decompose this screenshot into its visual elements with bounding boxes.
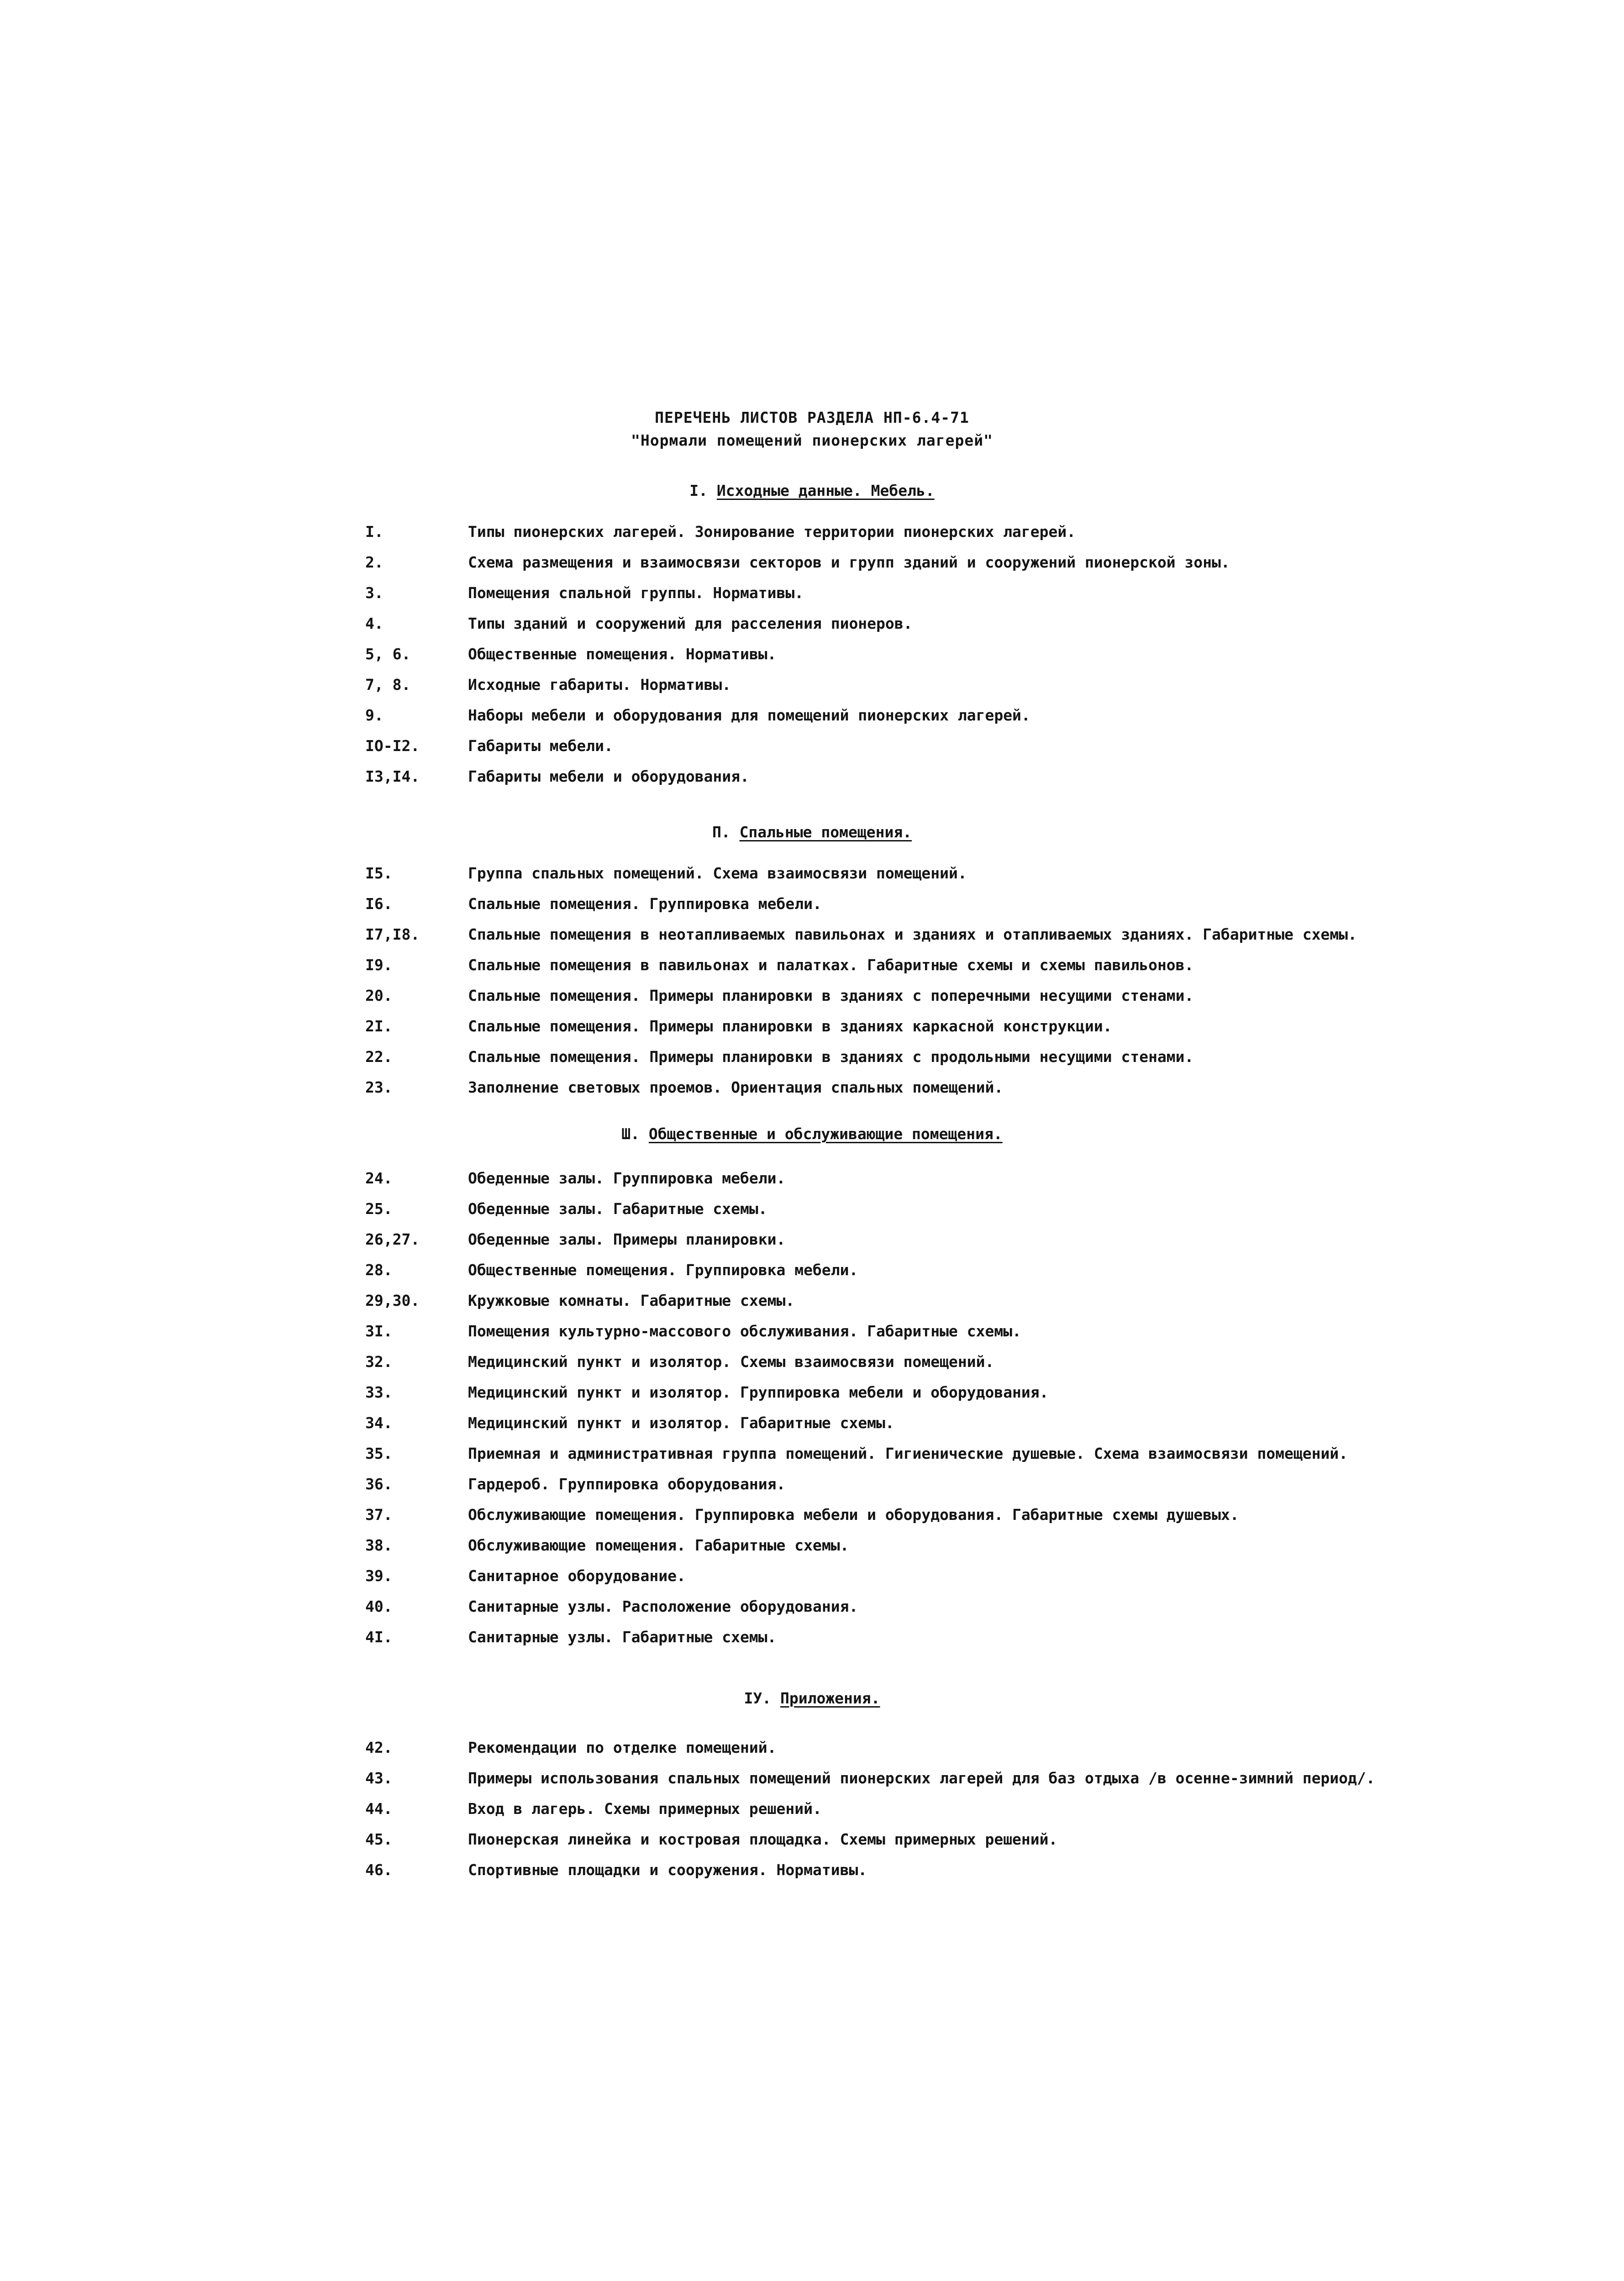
sheet-title: Обслуживающие помещения. Группировка мебели и оборудования. Габаритные схемы душевых.: [468, 1506, 1239, 1524]
list-item: [0, 1383, 1624, 1406]
sheet-number: 36.: [365, 1475, 393, 1493]
section-title: Общественные и обслуживающие помещения.: [648, 1125, 1003, 1143]
sheet-title: Санитарные узлы. Расположение оборудования.: [468, 1598, 858, 1615]
list-item: [0, 767, 1624, 790]
list-item: [0, 1598, 1624, 1620]
list-item: [0, 1292, 1624, 1314]
sheet-title: Обеденные залы. Примеры планировки.: [468, 1230, 786, 1248]
sheet-title: Медицинский пункт и изолятор. Габаритные схемы.: [468, 1414, 894, 1432]
sheet-number: 43.: [365, 1769, 393, 1787]
list-item: [0, 1048, 1624, 1071]
section-numeral: П.: [712, 823, 731, 841]
section-numeral: IУ.: [744, 1689, 772, 1707]
list-item: [0, 676, 1624, 699]
list-item: [0, 1414, 1624, 1437]
section-heading-1: [0, 482, 1624, 499]
sheet-number: 34.: [365, 1414, 393, 1432]
list-item: [0, 1445, 1624, 1467]
list-item: [0, 1322, 1624, 1345]
sheet-number: 23.: [365, 1078, 393, 1096]
sheet-title: Заполнение световых проемов. Ориентация спальных помещений.: [468, 1078, 1004, 1096]
sheet-title: Группа спальных помещений. Схема взаимосвязи помещений.: [468, 864, 967, 882]
sheet-number: 42.: [365, 1739, 393, 1756]
sheet-title: Рекомендации по отделке помещений.: [468, 1739, 777, 1756]
list-item: [0, 864, 1624, 887]
list-item: [0, 1475, 1624, 1498]
section-title: Исходные данные. Мебель.: [716, 482, 935, 499]
sheet-title: Типы пионерских лагерей. Зонирование территории пионерских лагерей.: [468, 523, 1076, 541]
sheet-title: Спортивные площадки и сооружения. Нормативы.: [468, 1861, 867, 1879]
sheet-title: Обеденные залы. Габаритные схемы.: [468, 1200, 767, 1218]
list-item: [0, 1739, 1624, 1761]
list-item: [0, 1628, 1624, 1651]
section-heading-3: [0, 1125, 1624, 1143]
list-item: [0, 1800, 1624, 1823]
list-item: [0, 1567, 1624, 1590]
sheet-title: Общественные помещения. Группировка мебели.: [468, 1261, 858, 1279]
sheet-title: Спальные помещения. Примеры планировки в зданиях с продольными несущими стенами.: [468, 1048, 1194, 1066]
sheet-title: Спальные помещения. Примеры планировки в зданиях с поперечными несущими стенами.: [468, 987, 1194, 1004]
sheet-number: 20.: [365, 987, 393, 1004]
list-item: [0, 584, 1624, 607]
sheet-number: I3,I4.: [365, 767, 420, 785]
sheet-number: I7,I8.: [365, 925, 420, 943]
sheet-number: I5.: [365, 864, 393, 882]
sheet-number: 38.: [365, 1536, 393, 1554]
sheet-number: 37.: [365, 1506, 393, 1524]
sheet-title: Общественные помещения. Нормативы.: [468, 645, 777, 663]
list-item: [0, 1200, 1624, 1223]
sheet-number: 3I.: [365, 1322, 393, 1340]
sheet-number: 4I.: [365, 1628, 393, 1646]
list-item: [0, 1230, 1624, 1253]
list-item: [0, 956, 1624, 979]
section-numeral: I.: [689, 482, 708, 499]
sheet-title: Пионерская линейка и костровая площадка. Схемы примерных решений.: [468, 1830, 1058, 1848]
section-title: Спальные помещения.: [739, 823, 912, 841]
section-title: Приложения.: [780, 1689, 880, 1707]
sheet-number: 22.: [365, 1048, 393, 1066]
sheet-number: 2I.: [365, 1017, 393, 1035]
sheet-number: I9.: [365, 956, 393, 974]
sheet-title: Гардероб. Группировка оборудования.: [468, 1475, 786, 1493]
sheet-title: Помещения спальной группы. Нормативы.: [468, 584, 804, 602]
sheet-title: Помещения культурно-массового обслуживания. Габаритные схемы.: [468, 1322, 1021, 1340]
sheet-number: 33.: [365, 1383, 393, 1401]
sheet-number: 32.: [365, 1353, 393, 1371]
sheet-number: 46.: [365, 1861, 393, 1879]
sheet-number: 9.: [365, 706, 384, 724]
sheet-title: Кружковые комнаты. Габаритные схемы.: [468, 1292, 795, 1309]
sheet-title: Типы зданий и сооружений для расселения пионеров.: [468, 615, 913, 632]
sheet-number: I.: [365, 523, 384, 541]
sheet-number: 7, 8.: [365, 676, 411, 694]
sheet-number: 40.: [365, 1598, 393, 1615]
sheet-title: Спальные помещения в неотапливаемых павильонах и зданиях и отапливаемых зданиях. Габаритные схемы.: [468, 925, 1357, 943]
sheet-title: Обслуживающие помещения. Габаритные схемы.: [468, 1536, 849, 1554]
sheet-number: 2.: [365, 553, 384, 571]
list-item: [0, 895, 1624, 918]
sheet-number: 28.: [365, 1261, 393, 1279]
document-subtitle: "Нормали помещений пионерских лагерей": [631, 431, 993, 449]
list-item: [0, 553, 1624, 576]
list-item: [0, 1769, 1624, 1792]
sheet-title: Санитарные узлы. Габаритные схемы.: [468, 1628, 777, 1646]
list-item: [0, 925, 1624, 948]
list-item: [0, 1017, 1624, 1040]
sheet-title: Медицинский пункт и изолятор. Схемы взаимосвязи помещений.: [468, 1353, 994, 1371]
sheet-number: 39.: [365, 1567, 393, 1585]
sheet-title: Санитарное оборудование.: [468, 1567, 686, 1585]
list-item: [0, 1261, 1624, 1284]
sheet-title: Обеденные залы. Группировка мебели.: [468, 1169, 786, 1187]
sheet-number: 5, 6.: [365, 645, 411, 663]
list-item: [0, 1169, 1624, 1192]
sheet-title: Медицинский пункт и изолятор. Группировка мебели и оборудования.: [468, 1383, 1049, 1401]
list-item: [0, 737, 1624, 760]
section-heading-4: [0, 1689, 1624, 1707]
sheet-number: 26,27.: [365, 1230, 420, 1248]
list-item: [0, 615, 1624, 637]
list-item: [0, 987, 1624, 1009]
sheet-title: Спальные помещения. Примеры планировки в зданиях каркасной конструкции.: [468, 1017, 1112, 1035]
section-numeral: Ш.: [621, 1125, 640, 1143]
list-item: [0, 645, 1624, 668]
section-heading-2: [0, 823, 1624, 841]
list-item: [0, 706, 1624, 729]
list-item: [0, 1078, 1624, 1101]
sheet-number: 35.: [365, 1445, 393, 1462]
list-item: [0, 523, 1624, 546]
list-item: [0, 1536, 1624, 1559]
sheet-number: I6.: [365, 895, 393, 913]
sheet-title: Примеры использования спальных помещений пионерских лагерей для баз отдыха /в осенне-зимний период/.: [468, 1769, 1375, 1787]
sheet-title: Вход в лагерь. Схемы примерных решений.: [468, 1800, 822, 1818]
sheet-number: IO-I2.: [365, 737, 420, 755]
sheet-title: Схема размещения и взаимосвязи секторов и групп зданий и сооружений пионерской зоны.: [468, 553, 1230, 571]
sheet-title: Габариты мебели и оборудования.: [468, 767, 749, 785]
sheet-title: Наборы мебели и оборудования для помещений пионерских лагерей.: [468, 706, 1030, 724]
sheet-title: Спальные помещения в павильонах и палатках. Габаритные схемы и схемы павильонов.: [468, 956, 1194, 974]
sheet-number: 29,30.: [365, 1292, 420, 1309]
sheet-number: 4.: [365, 615, 384, 632]
document-title: ПЕРЕЧЕНЬ ЛИСТОВ РАЗДЕЛА НП-6.4-71: [655, 409, 969, 426]
sheet-number: 3.: [365, 584, 384, 602]
sheet-number: 44.: [365, 1800, 393, 1818]
sheet-number: 45.: [365, 1830, 393, 1848]
sheet-title: Габариты мебели.: [468, 737, 613, 755]
list-item: [0, 1506, 1624, 1529]
sheet-title: Приемная и административная группа помещений. Гигиенические душевые. Схема взаимосвязи помещений.: [468, 1445, 1348, 1462]
sheet-title: Спальные помещения. Группировка мебели.: [468, 895, 822, 913]
list-item: [0, 1353, 1624, 1376]
sheet-number: 25.: [365, 1200, 393, 1218]
list-item: [0, 1861, 1624, 1884]
list-item: [0, 1830, 1624, 1853]
sheet-title: Исходные габариты. Нормативы.: [468, 676, 731, 694]
sheet-number: 24.: [365, 1169, 393, 1187]
